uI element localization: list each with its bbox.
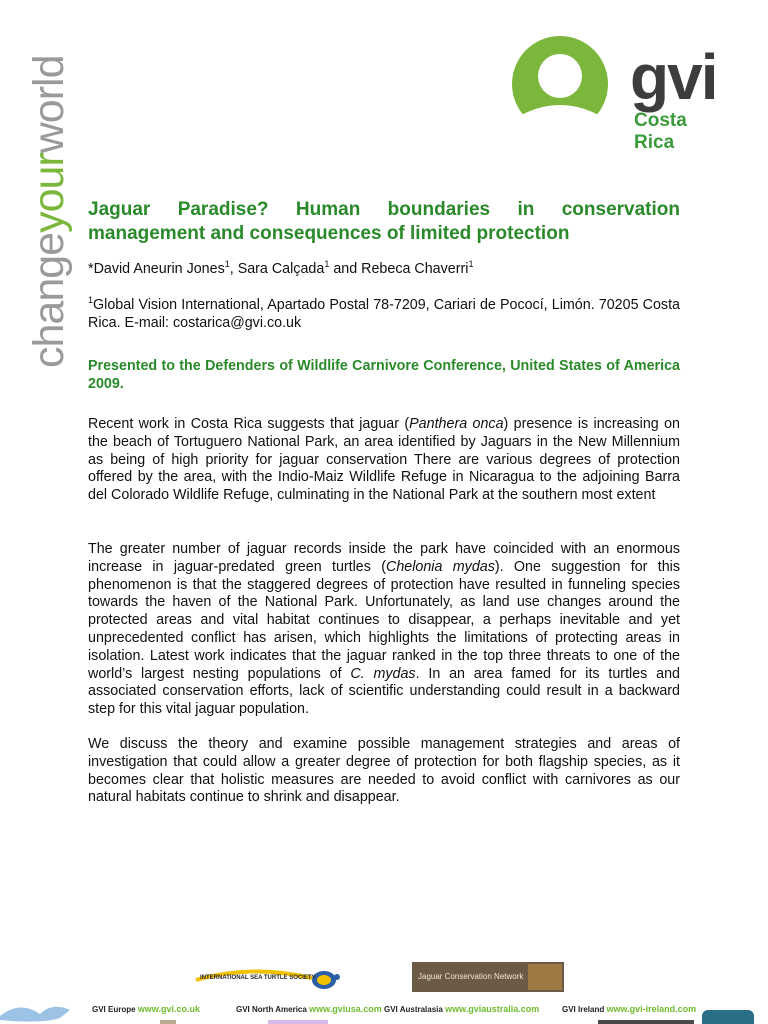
jaguar-conservation-network-name: Jaguar Conservation Network	[418, 972, 524, 981]
footer-link-ireland[interactable]	[562, 1004, 696, 1014]
abstract-paragraph-3: We discuss the theory and examine possible management strategies and areas of investigation that could allow a greater degree of protection for both flagship species, as it becomes clear that holistic measures are needed to avoid conflict with carnivores as our natural habitats continue to shrink and disappear.	[88, 736, 680, 806]
abstract-paragraph-2	[88, 541, 680, 719]
author-1: David Aneurin Jones	[93, 261, 225, 277]
footer-url-ireland[interactable]: www.gvi-ireland.com	[606, 1004, 697, 1014]
affiliation-number: 1	[88, 295, 94, 306]
footer-link-australasia[interactable]	[384, 1004, 539, 1014]
gvi-logo	[506, 34, 726, 153]
paper-title: Jaguar Paradise? Human boundaries in conservation management and consequences of limited protection	[88, 199, 680, 244]
footer-url-australasia[interactable]: www.gviaustralia.com	[445, 1004, 540, 1014]
author-2: Sara Calçada	[237, 261, 325, 277]
footer-image-strip	[160, 1020, 176, 1024]
affiliation-sup-2: 1	[324, 259, 330, 270]
sea-turtle-society-logo	[192, 962, 340, 994]
footer-url-north-america[interactable]: www.gviusa.com	[309, 1004, 382, 1014]
affiliation-text: Global Vision International, Apartado Postal 78-7209, Cariari de Pococí, Limón. 70205 Costa Rica. E-mail: costarica@gvi.co.uk	[88, 297, 680, 331]
banner-part-change: change	[25, 232, 73, 368]
footer-link-north-america[interactable]	[236, 1004, 382, 1014]
footer-corner-image	[702, 1010, 754, 1024]
footer-image-strip	[598, 1020, 694, 1024]
author-separator-1: ,	[229, 261, 238, 277]
banner-part-your: your	[25, 153, 73, 233]
bird-icon	[0, 996, 80, 1024]
p2-text-c: . In an area famed for its turtles and associated conservation efforts, lack of scientific understanding could result in a backward step for this vital jaguar population.	[88, 665, 680, 718]
author-3: Rebeca Chaverri	[361, 261, 469, 277]
banner-part-world: world	[25, 55, 73, 154]
p1-species-name: Panthera onca	[409, 416, 504, 432]
footer-label-north-america: GVI North America	[236, 1005, 307, 1014]
author-separator-2: and	[329, 261, 362, 277]
footer-image-strip	[268, 1020, 328, 1024]
p1-text-a: Recent work in Costa Rica suggests that jaguar (	[88, 416, 410, 432]
author-line	[88, 260, 680, 279]
footer-label-ireland: GVI Ireland	[562, 1005, 605, 1014]
presented-note: Presented to the Defenders of Wildlife Carnivore Conference, United States of America 2009.	[88, 358, 680, 392]
p2-text-a: The greater number of jaguar records inside the park have coincided with an enormous increase in jaguar-predated green turtles (	[88, 541, 680, 575]
gvi-logo-subtitle: Costa Rica	[634, 110, 687, 153]
partner-footer	[0, 952, 768, 1024]
sea-turtle-society-name: INTERNATIONAL SEA TURTLE SOCIETY	[200, 975, 316, 981]
p2-species-name-1: Chelonia mydas	[386, 558, 495, 575]
footer-url-europe[interactable]: www.gvi.co.uk	[137, 1004, 200, 1014]
footer-label-europe: GVI Europe	[92, 1005, 136, 1014]
footer-label-australasia: GVI Australasia	[384, 1005, 443, 1014]
footer-link-europe[interactable]	[92, 1004, 200, 1014]
p2-species-name-2: C. mydas	[350, 665, 416, 682]
change-your-world-banner	[26, 38, 72, 368]
corresponding-marker: *	[88, 261, 94, 277]
affiliation-sup-1: 1	[224, 259, 230, 270]
affiliation-sup-3: 1	[468, 259, 474, 270]
affiliation	[88, 296, 680, 332]
jaguar-photo-icon	[528, 964, 562, 990]
p1-text-b: ) presence is increasing on the beach of Tortuguero National Park, an area identified by Jaguars in the New Millennium as being of high priority for jaguar conservation There are various degrees of protection offered by the area, with the Indio-Maiz Wildlife Refuge in Nicaragua to the adjoining Barra del Colorado Wildlife Refuge, culminating in the National Park at the southern most extent	[88, 416, 680, 504]
abstract-paragraph-1	[88, 416, 680, 505]
jaguar-conservation-network-logo	[412, 962, 564, 992]
gvi-logo-word: gvi	[630, 41, 717, 113]
gvi-logo-mark-icon	[506, 34, 614, 132]
p2-text-b: ). One suggestion for this phenomenon is that the staggered degrees of protection have resulted in funneling species towards the haven of the National Park. Unfortunately, as land use changes around the protected areas and vital habitat continues to disappear, a perhaps inevitable and yet unprecedented conflict has arisen, which highlights the limitations of protecting areas in isolation. Latest work indicates that the jaguar ranked in the top three threats to one of the world’s largest nesting populations of	[88, 558, 681, 682]
